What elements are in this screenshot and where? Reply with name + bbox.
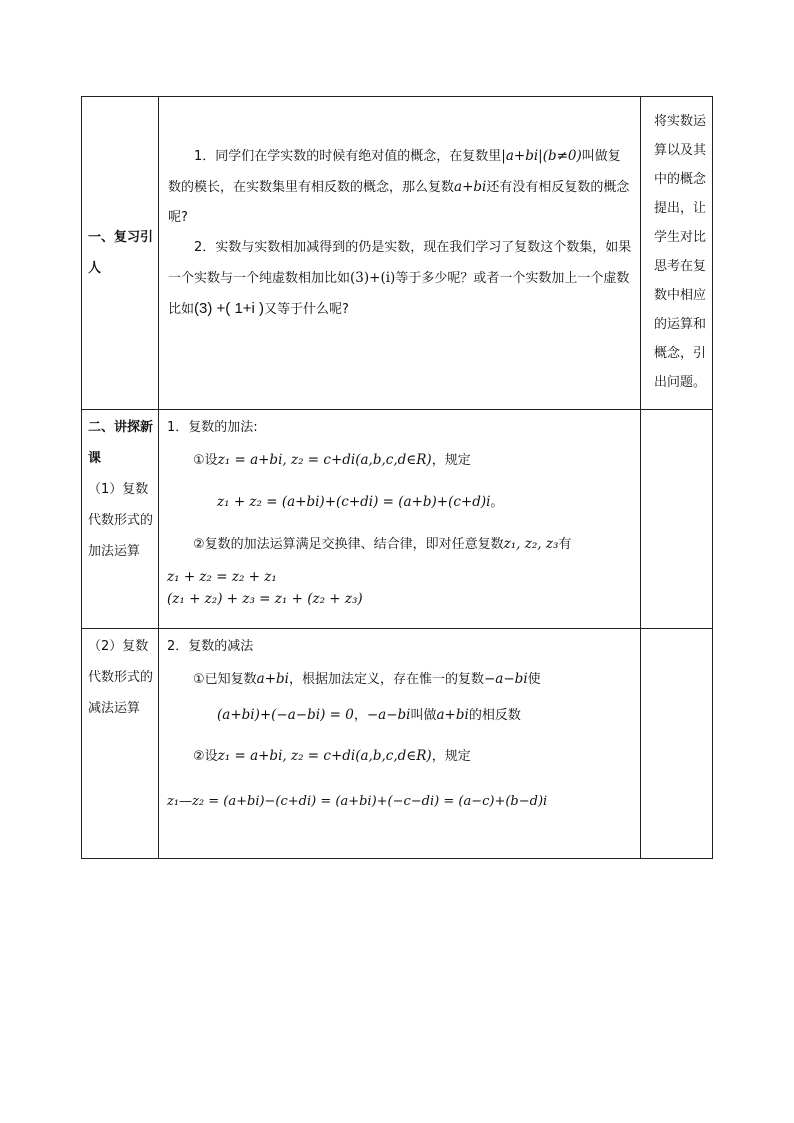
math-expr: (a+bi)+(−a−bi) = 0: [217, 707, 354, 723]
text: 叫做复数的模长，在实数集里有相反数的概念，那么复数: [168, 149, 621, 195]
review-note: 将实数运算以及其中的概念提出，让学生对比思考在复数中相应的运算和概念，引出问题。: [653, 114, 706, 390]
text: 还有没有相反复数的概念呢?: [168, 180, 630, 225]
math-expr: −a−bi: [366, 707, 411, 723]
addition-row: [82, 410, 713, 629]
subtraction-label-cell: [82, 629, 159, 859]
math-expr: |a+bi|(b≠0): [501, 148, 582, 164]
new-lesson-label: 二、讲探新课: [88, 420, 154, 466]
text: 1．同学们在学实数的时候有绝对值的概念，在复数里: [194, 149, 502, 164]
text: 等于多少呢？或者一个实数加上一个虚数比如: [168, 271, 630, 317]
subtraction-content-cell: [159, 629, 641, 859]
math-expr: a+bi: [256, 671, 289, 687]
math-expr: −a−bi: [484, 671, 528, 687]
text: ①已知复数: [193, 672, 257, 687]
text: ，规定: [431, 453, 471, 468]
review-paragraph-1: [168, 141, 632, 233]
text: 使: [527, 672, 541, 687]
subtraction-heading: 2．复数的减法: [167, 639, 254, 654]
addition-label-cell: [82, 410, 159, 629]
subtraction-note-cell: [641, 629, 713, 859]
opposite-def-line: [167, 662, 634, 697]
addition-note-cell: [641, 410, 713, 629]
math-expr: z₁ + z₂ = (a+bi)+(c+di) = (a+b)+(c+d)i: [217, 494, 491, 510]
associative-formula: (z₁ + z₂) + z₃ = z₁ + (z₂ + z₃): [167, 591, 363, 607]
text: ②设: [193, 749, 218, 764]
text: 又等于什么呢?: [264, 302, 349, 317]
text: ，根据加法定义，存在惟一的复数: [288, 672, 484, 687]
text: 。: [490, 495, 504, 510]
math-expr: a+bi: [436, 707, 469, 723]
addition-rule-line: [167, 478, 634, 527]
addition-content-cell: [159, 410, 641, 629]
addition-laws-line: [167, 527, 634, 562]
review-row: [82, 97, 713, 410]
lesson-plan-table: [81, 96, 713, 859]
subtraction-def-line: [167, 734, 634, 779]
subtraction-formula: z₁—z₂ = (a+bi)−(c+di) = (a+bi)+(−c−di) = (a−c)+(b−d)i: [167, 794, 548, 809]
subtraction-sublabel: （2）复数代数形式的减法运算: [88, 639, 154, 716]
math-expr: z₁ = a+bi, z₂ = c+di(a,b,c,d∈R): [217, 748, 432, 764]
text: ，: [353, 708, 367, 723]
opposite-number-line: [167, 697, 634, 734]
review-paragraph-2: [168, 233, 632, 325]
text: ①设: [193, 453, 218, 468]
addition-heading: 1．复数的加法:: [167, 420, 258, 435]
addition-sublabel: （1）复数代数形式的加法运算: [88, 482, 154, 559]
addition-def-line: [167, 443, 634, 478]
review-content-cell: [159, 97, 641, 410]
review-note-cell: [641, 97, 713, 410]
review-label: 一、复习引人: [88, 230, 154, 276]
math-expr: a+bi: [454, 179, 487, 195]
subtraction-row: [82, 629, 713, 859]
text: 2．实数与实数相加减得到的仍是实数，现在我们学习了复数这个数集，如果一个实数与一个纯虚数相加比如: [168, 240, 632, 286]
review-label-cell: [82, 97, 159, 410]
math-expr: (3) +( 1+i ): [194, 300, 265, 317]
text: ②复数的加法运算满足交换律、结合律，即对任意复数: [193, 537, 504, 552]
math-expr: z₁, z₂, z₃: [503, 536, 559, 552]
math-expr: z₁ = a+bi, z₂ = c+di(a,b,c,d∈R): [217, 452, 432, 468]
text: ，规定: [431, 749, 471, 764]
text: 叫做: [410, 708, 437, 723]
text: 的相反数: [468, 708, 521, 723]
text: 有: [558, 537, 572, 552]
commutative-formula: z₁ + z₂ = z₂ + z₁: [167, 569, 277, 585]
math-expr: (3)+(i): [350, 270, 396, 286]
